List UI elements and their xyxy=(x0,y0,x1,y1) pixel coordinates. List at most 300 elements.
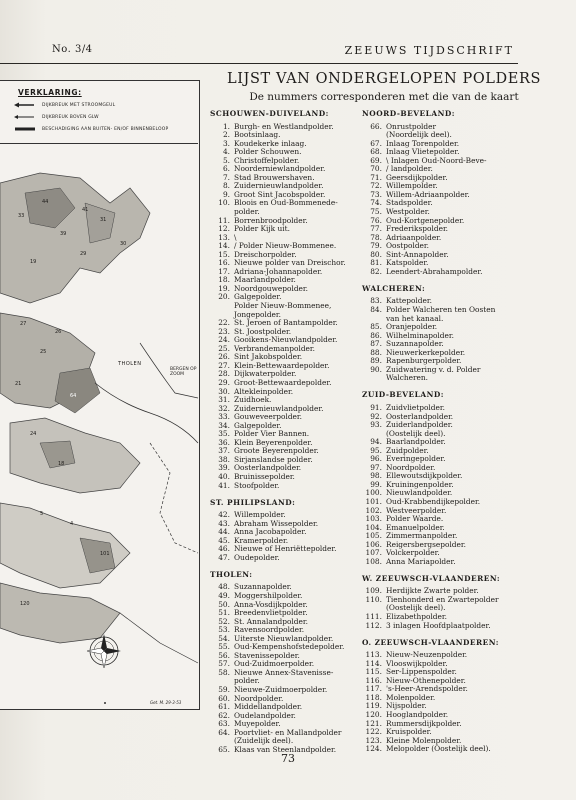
polder-name: Noordpolder. xyxy=(234,693,284,703)
polder-name: Oudelandpolder. xyxy=(234,710,296,720)
polder-number: 93. xyxy=(370,420,382,430)
polder-name: / landpolder. xyxy=(386,164,433,174)
polder-name: Anna Jacobapolder. xyxy=(234,527,307,537)
polder-entry xyxy=(362,685,512,694)
polder-entry xyxy=(210,225,356,234)
polder-number: 110. xyxy=(365,594,382,604)
section-heading: SCHOUWEN-DUIVELAND: xyxy=(210,109,329,118)
polder-name: Ravensoordpolder. xyxy=(234,625,305,635)
polder-number: 66. xyxy=(370,121,382,131)
polder-number: 9. xyxy=(222,189,230,199)
polder-entry xyxy=(210,413,356,422)
polder-number: 57. xyxy=(218,659,230,669)
polder-name: Middellandpolder. xyxy=(234,702,303,712)
polder-name: Nieuw-Neuzenpolder. xyxy=(386,650,468,660)
polder-name: Maarlandpolder. xyxy=(234,275,296,285)
polder-number: 35. xyxy=(218,429,230,439)
polder-name: Wilhelminapolder. xyxy=(386,330,454,340)
polder-number: 33. xyxy=(218,412,230,422)
section-heading: THOLEN: xyxy=(210,569,253,579)
polder-name: Inlaag Torenpolder. xyxy=(386,138,460,148)
polder-name: Polder Schouwen. xyxy=(234,147,302,157)
polder-number: 83. xyxy=(370,296,382,306)
polder-number: 85. xyxy=(370,322,382,332)
polder-name: Everingepolder. xyxy=(386,454,446,464)
map-number: 5 xyxy=(40,511,44,517)
polder-number: 59. xyxy=(218,685,230,694)
polder-number: 86. xyxy=(370,330,382,340)
polder-number: 111. xyxy=(365,612,382,622)
map-number: 21 xyxy=(15,381,22,387)
map-number: 120 xyxy=(20,601,30,607)
polder-name: Kruispolder. xyxy=(386,727,432,737)
polder-number: 55. xyxy=(218,642,230,652)
polder-number: 18. xyxy=(218,275,230,285)
polder-number: 40. xyxy=(218,471,230,481)
polder-entry xyxy=(362,157,512,166)
polder-name: Tienhonderd en Zwartepolder xyxy=(386,594,499,604)
map-number: 101 xyxy=(100,551,110,557)
polder-number: 25. xyxy=(218,343,230,353)
polder-name: Hooglandpolder. xyxy=(386,710,449,719)
polder-number: 113. xyxy=(365,650,382,660)
polder-name: Nieuwlandpolder. xyxy=(386,488,453,498)
polder-number: 58. xyxy=(218,667,230,677)
polder-number: 124. xyxy=(365,744,382,754)
polder-name: Noordgouwepolder. xyxy=(234,283,308,293)
polder-name: Polder Walcheren ten Oosten xyxy=(386,304,496,314)
polder-entry xyxy=(362,366,512,375)
polder-number: 112. xyxy=(365,620,382,630)
compass-rose-icon xyxy=(86,633,122,669)
section-heading: WALCHEREN: xyxy=(362,283,426,293)
polder-number: 101. xyxy=(365,496,382,506)
polder-entry xyxy=(210,285,356,294)
polder-number: 71. xyxy=(370,172,382,182)
polder-name: Adriana-Johannapolder. xyxy=(234,266,323,276)
polder-name: Nieuwe-Zuidmoerpolder. xyxy=(234,685,328,694)
polder-number: 29. xyxy=(218,377,230,387)
polder-number: 106. xyxy=(365,539,382,549)
polder-name: Noordpolder. xyxy=(386,462,436,472)
legend-item xyxy=(14,114,99,120)
polder-number: 8. xyxy=(222,181,230,191)
polder-name: Klein Beyerenpolder. xyxy=(234,437,313,447)
map-number: 4 xyxy=(70,521,74,527)
polder-name-continued: polder. xyxy=(234,207,260,217)
polder-name: Zuidwatering v. d. Polder xyxy=(386,364,481,374)
map-credit: Get. M. 29-3-53 xyxy=(150,700,182,705)
polder-number: 65. xyxy=(218,744,230,754)
polder-name: Suzannapolder. xyxy=(386,339,444,349)
polder-name: Inlaag Vlietepolder. xyxy=(386,147,460,157)
legend-label: DIJKBREUK MET STROOMGEUL xyxy=(42,102,116,108)
polder-name: Noorderniewlandpolder. xyxy=(234,164,326,174)
polder-number: 17. xyxy=(218,266,230,276)
polder-number: 3. xyxy=(222,138,230,148)
polder-name: / Polder Nieuw-Bommenee. xyxy=(234,241,337,251)
section-heading: O. ZEEUWSCH-VLAANDEREN: xyxy=(362,637,499,647)
polder-name: Nijspolder. xyxy=(386,701,427,711)
polder-name: Burgh- en Westlandpolder. xyxy=(234,121,334,131)
polder-number: 107. xyxy=(365,548,382,558)
polder-name: Katspolder. xyxy=(386,258,429,268)
polder-number: 99. xyxy=(370,479,382,489)
polder-name: Oud-Krabbendijkepolder. xyxy=(386,496,481,506)
polder-number: 63. xyxy=(218,719,230,729)
polder-name: Galgepolder. xyxy=(234,292,282,302)
polder-number: 32. xyxy=(218,403,230,413)
polder-number: 15. xyxy=(218,249,230,259)
polder-name-continued: polder. xyxy=(234,676,260,686)
polder-number: 97. xyxy=(370,462,382,472)
polder-name: 's-Heer-Arendspolder. xyxy=(386,684,468,694)
polder-name: Nieuwerkerkepolder. xyxy=(386,347,466,357)
polder-name: Zuidernieuwlandpolder. xyxy=(234,403,324,413)
polder-name: Kattepolder. xyxy=(386,296,432,306)
polder-name: Anna Mariapolder. xyxy=(386,556,456,566)
map-legend xyxy=(0,81,198,144)
polder-number: 13. xyxy=(218,232,230,242)
polder-name: Sint-Annapolder. xyxy=(386,249,449,259)
polder-name: Nieuwe polder van Dreischor. xyxy=(234,258,346,268)
polder-entry xyxy=(210,545,356,554)
polder-name: Zuiderlandpolder. xyxy=(386,420,453,430)
page-subtitle: De nummers corresponderen met die van de kaart xyxy=(249,91,519,103)
polder-number: 41. xyxy=(218,480,230,490)
polder-name: Uiterste Nieuwlandpolder. xyxy=(234,633,334,643)
polder-name-continued: Jongepolder. xyxy=(234,309,281,319)
polder-name: \ Inlagen Oud-Noord-Beve- xyxy=(386,155,487,165)
polder-number: 84. xyxy=(370,304,382,314)
polder-number: 49. xyxy=(218,590,230,600)
polder-name: Gouweveerpolder. xyxy=(234,412,302,422)
polder-name: Kleine Molenpolder. xyxy=(386,735,462,745)
map-number: 44 xyxy=(42,199,49,205)
polder-number: 14. xyxy=(218,241,230,251)
polder-number: 39. xyxy=(218,463,230,473)
polder-number: 11. xyxy=(218,215,230,225)
polder-name-continued: Polder Nieuw-Bommenee, xyxy=(234,301,332,311)
polder-name: Vlooswijkpolder. xyxy=(386,658,448,668)
polder-name: Klaas van Steenlandpolder. xyxy=(234,744,337,754)
polder-number: 43. xyxy=(218,518,230,528)
polder-name: Rapenburgerpolder. xyxy=(386,356,462,366)
polder-number: 38. xyxy=(218,454,230,464)
polder-number: 98. xyxy=(370,471,382,481)
legend-label: BESCHADIGING AAN BUITEN- EN/OF BINNENBELOOP xyxy=(42,126,169,132)
page-title: LIJST VAN ONDERGELOPEN POLDERS xyxy=(227,71,541,87)
polder-name: \ xyxy=(234,232,237,242)
polder-entry xyxy=(362,438,512,447)
polder-number: 100. xyxy=(365,488,382,498)
polder-number: 92. xyxy=(370,411,382,421)
polder-number: 64. xyxy=(218,727,230,737)
polder-number: 91. xyxy=(370,402,382,412)
polder-name-continued: (Oostelijk deel). xyxy=(386,603,446,613)
polder-number: 72. xyxy=(370,181,382,191)
polder-number: 87. xyxy=(370,339,382,349)
polder-number: 52. xyxy=(218,616,230,626)
polder-name: Stavenissepolder. xyxy=(234,650,300,660)
polder-number: 121. xyxy=(365,718,382,728)
polder-name: 3 inlagen Hoofdplaatpolder. xyxy=(386,620,491,630)
polder-number: 23. xyxy=(218,326,230,336)
polder-number: 34. xyxy=(218,420,230,430)
polder-number: 74. xyxy=(370,198,382,208)
polder-name: Oosterlandpolder. xyxy=(386,411,454,421)
polder-name: Oosterlandpolder. xyxy=(234,463,302,473)
polder-name: Emanuelpolder. xyxy=(386,522,445,532)
polder-name: Nieuwe of Henriëttepolder. xyxy=(234,544,337,554)
polder-name: Groote Beyerenpolder. xyxy=(234,446,319,456)
polder-name: Muyepolder. xyxy=(234,719,281,729)
polder-number: 28. xyxy=(218,369,230,379)
polder-name: Elizabethpolder. xyxy=(386,612,447,622)
polder-number: 10. xyxy=(218,198,230,208)
breach-above-glw-icon xyxy=(14,114,36,120)
polder-name: Melopolder (Oostelijk deel). xyxy=(386,744,491,754)
polder-number: 68. xyxy=(370,147,382,157)
polder-name: Galgepolder. xyxy=(234,420,282,430)
polder-name: Poortvliet- en Mallandpolder xyxy=(234,727,342,737)
place-label-bergen-op-zoom: BERGEN OP ZOOM xyxy=(170,367,197,377)
polder-name: Altekleinpolder. xyxy=(234,386,294,396)
polder-name: Polder Waarde. xyxy=(386,514,444,524)
polder-name: Dijkwaterpolder. xyxy=(234,369,297,379)
polder-name: Suzannapolder. xyxy=(234,582,292,592)
map-number: 27 xyxy=(20,321,27,327)
polder-name: Oudepolder. xyxy=(234,552,280,562)
polder-number: 67. xyxy=(370,138,382,148)
polder-number: 95. xyxy=(370,445,382,455)
polder-entry xyxy=(362,720,512,729)
polder-number: 45. xyxy=(218,535,230,545)
polder-name: Zuidhoek. xyxy=(234,395,272,405)
polder-name: Willempolder. xyxy=(234,510,286,520)
polder-number: 7. xyxy=(222,172,230,182)
map-number: 31 xyxy=(100,217,107,223)
polder-number: 94. xyxy=(370,437,382,447)
polder-name: Zimmermanpolder. xyxy=(386,531,458,541)
polder-list-column-1 xyxy=(210,110,356,754)
section-heading: W. ZEEUWSCH-VLAANDEREN: xyxy=(362,573,501,583)
polder-name: Borrenbroodpolder. xyxy=(234,215,308,225)
polder-name: Adriaanpolder. xyxy=(386,232,442,242)
polder-name: Reigersbergsepolder. xyxy=(386,539,466,549)
polder-number: 108. xyxy=(365,556,382,566)
polder-name: Bootsinlaag. xyxy=(234,130,281,140)
polder-number: 105. xyxy=(365,531,382,541)
polder-name: Rummersdijkpolder. xyxy=(386,718,462,728)
polder-number: 70. xyxy=(370,164,382,174)
polder-name: Klein-Bettewaardepolder. xyxy=(234,360,330,370)
polder-number: 19. xyxy=(218,283,230,293)
polder-number: 102. xyxy=(365,505,382,515)
section-heading: ST. PHILIPSLAND: xyxy=(210,497,296,507)
polder-name: Zuidernieuwlandpolder. xyxy=(234,181,324,191)
polder-name: Abraham Wissepolder. xyxy=(234,518,319,528)
polder-number: 75. xyxy=(370,207,382,217)
map-number: 26 xyxy=(55,329,62,335)
polder-name: Dreischorpolder. xyxy=(234,249,297,259)
polder-number: 117. xyxy=(365,684,382,694)
polder-entry xyxy=(362,455,512,464)
issue-number: No. 3/4 xyxy=(52,44,93,55)
polder-number: 123. xyxy=(365,735,382,745)
polder-name: Stoofpolder. xyxy=(234,480,280,490)
polder-name: Sint Jakobspolder. xyxy=(234,352,303,362)
polder-number: 114. xyxy=(365,658,382,668)
polder-name: Willempolder. xyxy=(386,181,438,191)
polder-name: Zuidvlietpolder. xyxy=(386,402,445,412)
polder-name: Molenpolder. xyxy=(386,692,436,702)
polder-number: 51. xyxy=(218,608,230,618)
polder-name: Groot-Bettewaardepolder. xyxy=(234,377,332,387)
polder-number: 56. xyxy=(218,650,230,660)
polder-number: 5. xyxy=(222,155,230,165)
polder-name: Kruiningenpolder. xyxy=(386,479,454,489)
polder-name: Ser-Lippenspolder. xyxy=(386,667,457,677)
polder-entry xyxy=(362,268,512,277)
polder-entry xyxy=(210,482,356,491)
map-number: 19 xyxy=(30,259,37,265)
polder-name: Sirjanslandse polder. xyxy=(234,454,313,464)
polder-name: Christoffelpolder. xyxy=(234,155,300,165)
polder-name: Baarlandpolder. xyxy=(386,437,446,447)
polder-number: 78. xyxy=(370,232,382,242)
polder-number: 36. xyxy=(218,437,230,447)
polder-number: 61. xyxy=(218,702,230,712)
polder-name: Oud-Kortgenepolder. xyxy=(386,215,465,225)
polder-number: 73. xyxy=(370,189,382,199)
map-number: 24 xyxy=(30,431,37,437)
polder-name: St. Annalandpolder. xyxy=(234,616,308,626)
journal-title: ZEEUWS TIJDSCHRIFT xyxy=(344,44,514,57)
legend-item xyxy=(14,102,115,108)
breach-channel-icon xyxy=(14,102,36,108)
polder-number: 46. xyxy=(218,544,230,554)
polder-name: Verbrandemanpolder. xyxy=(234,343,315,353)
polder-name-continued: (Zuidelijk deel). xyxy=(234,736,294,746)
polder-entry xyxy=(362,191,512,200)
polder-name: Westveerpolder. xyxy=(386,505,447,515)
map-number: 41 xyxy=(82,207,89,213)
polder-name: Leendert-Abrahampolder. xyxy=(386,266,483,276)
polder-name: Breedenvlietpolder. xyxy=(234,608,308,618)
polder-number: 76. xyxy=(370,215,382,225)
polder-name: Bloois en Oud-Bommenede- xyxy=(234,198,338,208)
polder-number: 103. xyxy=(365,514,382,524)
polder-number: 31. xyxy=(218,395,230,405)
polder-number: 30. xyxy=(218,386,230,396)
polder-name: Willem-Adriaanpolder. xyxy=(386,189,470,199)
polder-name: Frederikspolder. xyxy=(386,224,449,234)
polder-name: St. Jeroen of Bantampolder. xyxy=(234,318,338,328)
polder-number: 81. xyxy=(370,258,382,268)
polder-entry xyxy=(210,123,356,132)
map-number: 39 xyxy=(60,231,67,237)
polder-entry xyxy=(210,712,356,721)
polder-number: 60. xyxy=(218,693,230,703)
polder-name: Nieuwe Annex-Stavenisse- xyxy=(234,667,334,677)
polder-entry xyxy=(362,558,512,567)
polder-name: Geersdijkpolder. xyxy=(386,172,448,182)
polder-name: Volckerpolder. xyxy=(386,548,440,558)
section-heading: ZUID-BEVELAND: xyxy=(362,390,444,400)
polder-entry xyxy=(210,199,356,208)
polder-number: 118. xyxy=(365,692,382,702)
polder-number: 27. xyxy=(218,360,230,370)
polder-name: Bruinissepolder. xyxy=(234,471,295,481)
polder-number: 79. xyxy=(370,241,382,251)
polder-name: Oud-Zuidmoerpolder. xyxy=(234,659,315,669)
polder-name: Onrustpolder xyxy=(386,121,437,131)
polder-number: 62. xyxy=(218,710,230,720)
polder-name: Koudekerke inlaag. xyxy=(234,138,307,148)
map-number: 33 xyxy=(18,213,25,219)
polder-number: 77. xyxy=(370,224,382,234)
polder-number: 122. xyxy=(365,727,382,737)
map-number: 64 xyxy=(70,393,77,399)
polder-name: Oostpolder. xyxy=(386,241,429,251)
polder-name: Oranjepolder. xyxy=(386,322,438,332)
polder-number: 26. xyxy=(218,352,230,362)
polder-number: 47. xyxy=(218,552,230,562)
polder-number: 2. xyxy=(222,130,230,140)
polder-number: 37. xyxy=(218,446,230,456)
section-heading: NOORD-BEVELAND: xyxy=(362,109,455,118)
place-label-tholen: THOLEN xyxy=(118,361,142,367)
polder-number: 88. xyxy=(370,347,382,357)
polder-number: 109. xyxy=(365,586,382,596)
polder-entry xyxy=(210,554,356,563)
polder-number: 119. xyxy=(365,701,382,711)
polder-name: Nieuw-Othenepolder. xyxy=(386,675,466,685)
legend-label: DIJKBREUK BOVEN GLW xyxy=(42,114,99,120)
polder-number: 24. xyxy=(218,335,230,345)
dike-damage-icon xyxy=(14,126,36,132)
polder-number: 53. xyxy=(218,625,230,635)
polder-number: 116. xyxy=(365,675,382,685)
polder-number: 80. xyxy=(370,249,382,259)
polder-name: Oud-Kempenshofstedepolder. xyxy=(234,642,345,652)
polder-number: 82. xyxy=(370,266,382,276)
map-number: 30 xyxy=(120,241,127,247)
polder-number: 54. xyxy=(218,633,230,643)
polder-name-continued: (Noordelijk deel). xyxy=(386,130,452,140)
polder-name: Stadspolder. xyxy=(386,198,433,208)
polder-entry xyxy=(362,694,512,703)
polder-name: Polder Kijk uit. xyxy=(234,224,290,234)
map-number: 18 xyxy=(58,461,65,467)
polder-number: 1. xyxy=(222,121,230,131)
polder-number: 90. xyxy=(370,364,382,374)
polder-name-continued: van het kanaal. xyxy=(386,313,444,323)
polder-number: 6. xyxy=(222,164,230,174)
polder-name: Groot Sint Jacobspolder. xyxy=(234,189,326,199)
polder-map-drawing xyxy=(0,143,199,708)
legend-title: VERKLARING: xyxy=(18,88,82,97)
polder-name: Anna-Vosdijkpolder. xyxy=(234,599,308,609)
polder-name-continued: (Oostelijk deel). xyxy=(386,428,446,438)
polder-number: 89. xyxy=(370,356,382,366)
polder-entry xyxy=(210,669,356,678)
polder-name: Ellewoutsdijkpolder. xyxy=(386,471,463,481)
polder-number: 115. xyxy=(365,667,382,677)
polder-name: Stad Brouwershaven. xyxy=(234,172,315,182)
polder-name: Herdijkte Zwarte polder. xyxy=(386,586,479,596)
